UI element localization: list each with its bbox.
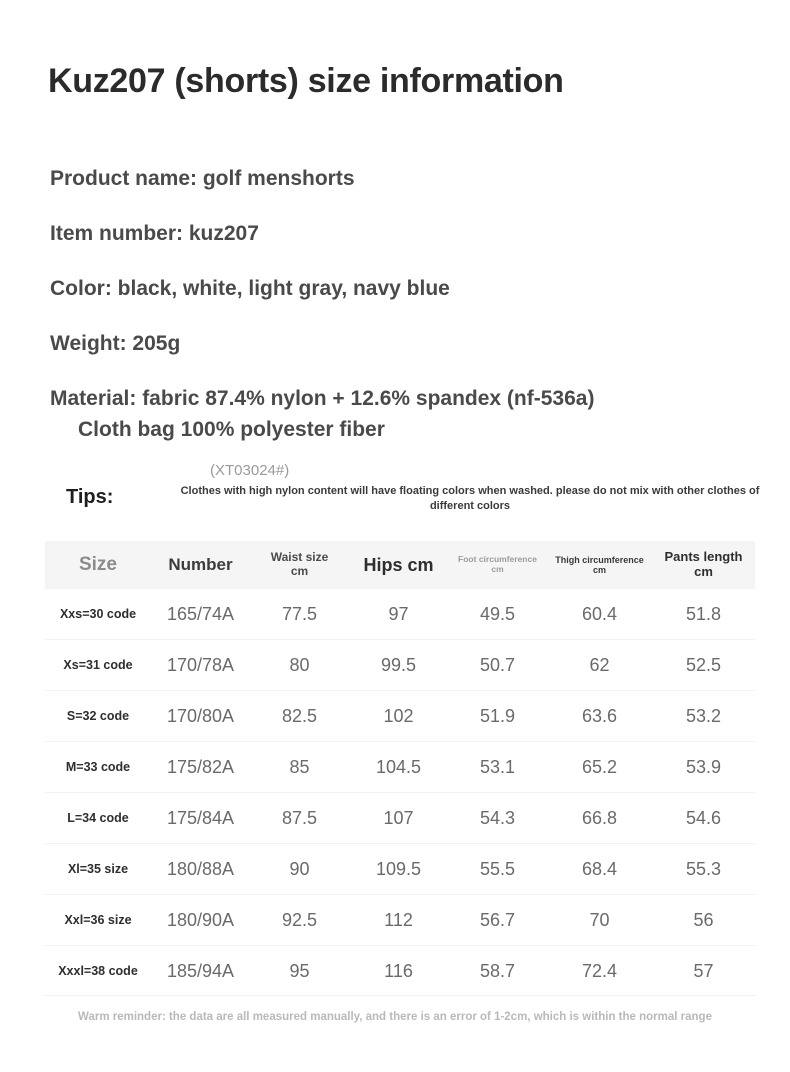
cell-foot: 55.5 [479,858,516,879]
column-header-waist: Waist size cm [270,550,329,578]
cell-waist: 77.5 [281,603,318,624]
cell-size: M=33 code [65,760,131,774]
cell-foot: 51.9 [479,705,516,726]
tips-section [50,462,760,522]
cell-size: Xl=35 size [67,862,129,876]
page-title: Kuz207 (shorts) size information [48,62,564,100]
cell-thigh: 63.6 [581,705,618,726]
cell-thigh: 60.4 [581,603,618,624]
cell-waist: 82.5 [281,705,318,726]
table-header-row [45,541,755,589]
table-row [45,640,755,691]
cell-waist: 95 [289,960,310,981]
product-specs [50,168,750,446]
cell-foot: 54.3 [479,807,516,828]
cell-pants: 52.5 [685,654,722,675]
cell-hips: 104.5 [375,756,422,777]
cell-pants: 51.8 [685,603,722,624]
table-row [45,895,755,946]
column-header-foot: Foot circumference cm [458,554,537,574]
cell-pants: 56 [693,909,714,930]
cell-pants: 55.3 [685,858,722,879]
cell-number: 165/74A [166,603,235,624]
spec-weight: Weight: 205g [50,332,181,355]
spec-item-number: Item number: kuz207 [50,222,259,245]
cell-number: 175/82A [166,756,235,777]
cell-size: Xxl=36 size [64,913,132,927]
cell-hips: 97 [388,603,409,624]
cell-foot: 49.5 [479,603,516,624]
cell-size: L=34 code [67,811,129,825]
table-body [45,589,755,996]
cell-size: Xxxl=38 code [58,964,138,978]
table-bottom-divider [45,995,757,996]
spec-material: Material: fabric 87.4% nylon + 12.6% spandex (nf-536a) [50,387,595,410]
column-header-pants: Pants length cm [664,549,743,579]
cell-number: 170/78A [166,654,235,675]
cell-number: 175/84A [166,807,235,828]
cell-waist: 85 [289,756,310,777]
tips-text: Clothes with high nylon content will have floating colors when washed. please do not mix with other clothes of different colors [180,485,760,512]
table-row [45,742,755,793]
cell-thigh: 70 [589,909,610,930]
cell-thigh: 66.8 [581,807,618,828]
cell-thigh: 62 [589,654,610,675]
table-row [45,793,755,844]
table-row [45,844,755,895]
column-header-size: Size [78,554,118,576]
spec-product-name: Product name: golf menshorts [50,167,355,190]
cell-hips: 107 [383,807,414,828]
column-header-number: Number [168,555,233,575]
cell-foot: 50.7 [479,654,516,675]
cell-hips: 109.5 [375,858,422,879]
cell-number: 185/94A [166,960,235,981]
table-row [45,589,755,640]
cell-pants: 53.2 [685,705,722,726]
cell-waist: 92.5 [281,909,318,930]
cell-thigh: 72.4 [581,960,618,981]
table-row [45,946,755,996]
cell-waist: 87.5 [281,807,318,828]
spec-material-sub: Cloth bag 100% polyester fiber [78,418,385,441]
cell-waist: 80 [289,654,310,675]
cell-foot: 53.1 [479,756,516,777]
cell-foot: 56.7 [479,909,516,930]
cell-size: S=32 code [66,709,130,723]
cell-hips: 102 [383,705,414,726]
cell-number: 180/88A [166,858,235,879]
cell-hips: 99.5 [380,654,417,675]
table-row [45,691,755,742]
cell-hips: 116 [384,960,413,981]
cell-number: 170/80A [166,705,235,726]
cell-pants: 57 [693,960,714,981]
cell-thigh: 65.2 [581,756,618,777]
cell-pants: 53.9 [685,756,722,777]
size-table [45,541,755,996]
column-header-thigh: Thigh circumference cm [555,554,644,575]
spec-color: Color: black, white, light gray, navy blue [50,277,450,300]
cell-size: Xxs=30 code [59,607,137,621]
fabric-code: (XT03024#) [210,462,290,479]
cell-foot: 58.7 [479,960,516,981]
cell-number: 180/90A [166,909,235,930]
cell-pants: 54.6 [685,807,722,828]
warm-reminder-note: Warm reminder: the data are all measured manually, and there is an error of 1-2cm, which is within the normal range [78,1011,712,1023]
cell-hips: 112 [384,909,413,930]
cell-waist: 90 [289,858,310,879]
column-header-hips: Hips cm [363,554,434,575]
cell-size: Xs=31 code [63,658,133,672]
tips-label: Tips: [66,486,114,508]
cell-thigh: 68.4 [581,858,618,879]
